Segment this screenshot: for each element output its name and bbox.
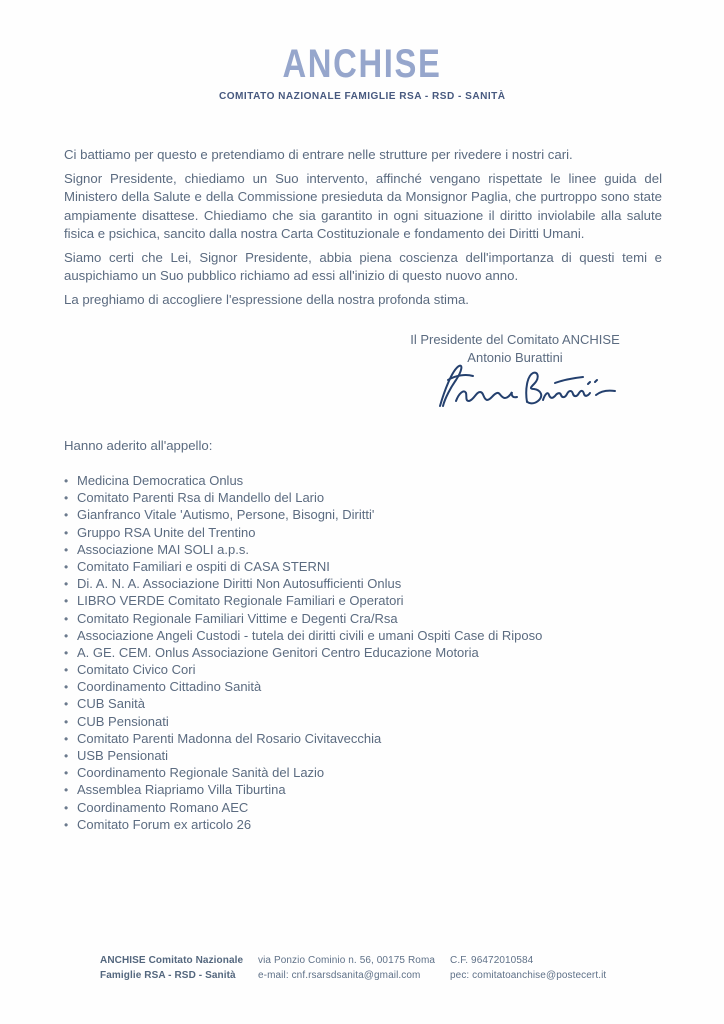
- bullet-icon: •: [64, 731, 69, 746]
- supporter-name: Coordinamento Regionale Sanità del Lazio: [77, 765, 325, 781]
- bullet-icon: •: [64, 611, 69, 626]
- supporter-name: Associazione Angeli Custodi - tutela dei diritti civili e umani Ospiti Case di Riposo: [77, 627, 543, 643]
- paragraph-4: La preghiamo di accogliere l'espressione della nostra profonda stima.: [64, 291, 469, 307]
- bullet-icon: •: [64, 783, 69, 798]
- supporter-name: A. GE. CEM. Onlus Associazione Genitori Centro Educazione Motoria: [77, 644, 479, 660]
- list-item: [64, 747, 542, 764]
- list-item: [64, 713, 542, 730]
- list-item: [64, 781, 542, 798]
- supporter-name: Comitato Forum ex articolo 26: [77, 816, 252, 832]
- list-item: [64, 489, 542, 506]
- supporter-name: Comitato Parenti Rsa di Mandello del Lario: [77, 490, 325, 506]
- list-item: [64, 524, 542, 541]
- bullet-icon: •: [64, 577, 69, 592]
- supporter-name: CUB Sanità: [77, 696, 145, 712]
- signer-role: Il Presidente del Comitato ANCHISE: [410, 332, 620, 347]
- list-item: [64, 575, 542, 592]
- list-item: [64, 644, 542, 661]
- supporter-name: CUB Pensionati: [77, 713, 169, 729]
- footer-fiscal: [450, 954, 606, 983]
- supporter-name: LIBRO VERDE Comitato Regionale Familiari e Operatori: [77, 593, 404, 609]
- bullet-icon: •: [64, 714, 69, 729]
- footer-org-line1: ANCHISE Comitato Nazionale: [100, 955, 244, 966]
- list-item: [64, 816, 542, 833]
- footer-contact: [258, 954, 435, 983]
- footer-address: via Ponzio Cominio n. 56, 00175 Roma: [258, 955, 436, 966]
- supporters-list: [64, 472, 542, 833]
- handwritten-signature-image: [428, 358, 623, 414]
- bullet-icon: •: [64, 628, 69, 643]
- paragraph-1: Ci battiamo per questo e pretendiamo di entrare nelle strutture per rivedere i nostri cari.: [64, 147, 573, 162]
- supporter-name: Comitato Parenti Madonna del Rosario Civitavecchia: [77, 730, 382, 746]
- bullet-icon: •: [64, 542, 69, 557]
- list-item: [64, 730, 542, 747]
- list-item: [64, 558, 542, 575]
- list-item: [64, 541, 542, 558]
- supporter-name: Coordinamento Cittadino Sanità: [77, 679, 262, 695]
- supporter-name: Comitato Civico Cori: [77, 662, 196, 678]
- list-item: [64, 627, 542, 644]
- list-item: [64, 610, 542, 627]
- bullet-icon: •: [64, 559, 69, 574]
- supporter-name: Medicina Democratica Onlus: [77, 473, 244, 488]
- supporter-name: Comitato Regionale Familiari Vittime e Degenti Cra/Rsa: [77, 610, 398, 626]
- supporter-name: Di. A. N. A. Associazione Diritti Non Autosufficienti Onlus: [77, 576, 402, 592]
- list-item: [64, 799, 542, 816]
- supporter-name: Comitato Familiari e ospiti di CASA STERNI: [77, 558, 330, 574]
- bullet-icon: •: [64, 766, 69, 781]
- footer-org-line2: Famiglie RSA - RSD - Sanità: [100, 969, 236, 981]
- bullet-icon: •: [64, 474, 69, 488]
- bullet-icon: •: [64, 800, 69, 815]
- supporter-name: USB Pensionati: [77, 748, 169, 763]
- bullet-icon: •: [64, 508, 69, 523]
- list-item: [64, 764, 542, 781]
- bullet-icon: •: [64, 663, 69, 678]
- bullet-icon: •: [64, 697, 69, 712]
- appeal-heading: Hanno aderito all'appello:: [64, 438, 213, 453]
- signer-name: Antonio Burattini: [467, 349, 563, 365]
- supporter-name: Gianfranco Vitale 'Autismo, Persone, Bisogni, Diritti': [77, 507, 375, 523]
- footer-pec: pec: comitatoanchise@postecert.it: [450, 969, 607, 981]
- bullet-icon: •: [64, 817, 69, 832]
- supporter-name: Associazione MAI SOLI a.p.s.: [77, 541, 249, 557]
- bullet-icon: •: [64, 525, 69, 540]
- bullet-icon: •: [64, 680, 69, 695]
- paragraph-2: Signor Presidente, chiediamo un Suo intervento, affinché vengano rispettate le linee guida del Ministero della Salute e della Commissione presieduta da Monsignor Paglia, che purtroppo sono state ampiamente disattese. Chiediamo che sia garantito in ogni situazione il diritto inviolabile alla salute fisica e psichica, sancito dalla nostra Carta Costituzionale e fondamento dei Diritti Umani.: [64, 170, 662, 241]
- supporter-name: Gruppo RSA Unite del Trentino: [77, 524, 256, 540]
- bullet-icon: •: [64, 749, 69, 763]
- supporter-name: Assemblea Riapriamo Villa Tiburtina: [77, 782, 286, 798]
- list-item: [64, 678, 542, 695]
- list-item: [64, 661, 542, 678]
- bullet-icon: •: [64, 594, 69, 609]
- anchise-logo: ANCHISE: [282, 42, 442, 86]
- supporter-name: Coordinamento Romano AEC: [77, 799, 249, 815]
- bullet-icon: •: [64, 491, 69, 506]
- list-item: [64, 506, 542, 523]
- org-subtitle: COMITATO NAZIONALE FAMIGLIE RSA - RSD - SANITÀ: [218, 90, 506, 102]
- paragraph-3: Siamo certi che Lei, Signor Presidente, abbia piena coscienza dell'importanza di questi temi e auspichiamo un Suo pubblico richiamo ad essi all'inizio di questo nuovo anno.: [64, 249, 662, 283]
- footer-email: e-mail: cnf.rsarsdsanita@gmail.com: [258, 969, 421, 981]
- list-item: [64, 695, 542, 712]
- footer-org: [100, 954, 243, 983]
- footer-cf: C.F. 96472010584: [450, 955, 534, 966]
- letter-body: [64, 146, 662, 314]
- list-item: [64, 472, 542, 489]
- list-item: [64, 592, 542, 609]
- bullet-icon: •: [64, 645, 69, 660]
